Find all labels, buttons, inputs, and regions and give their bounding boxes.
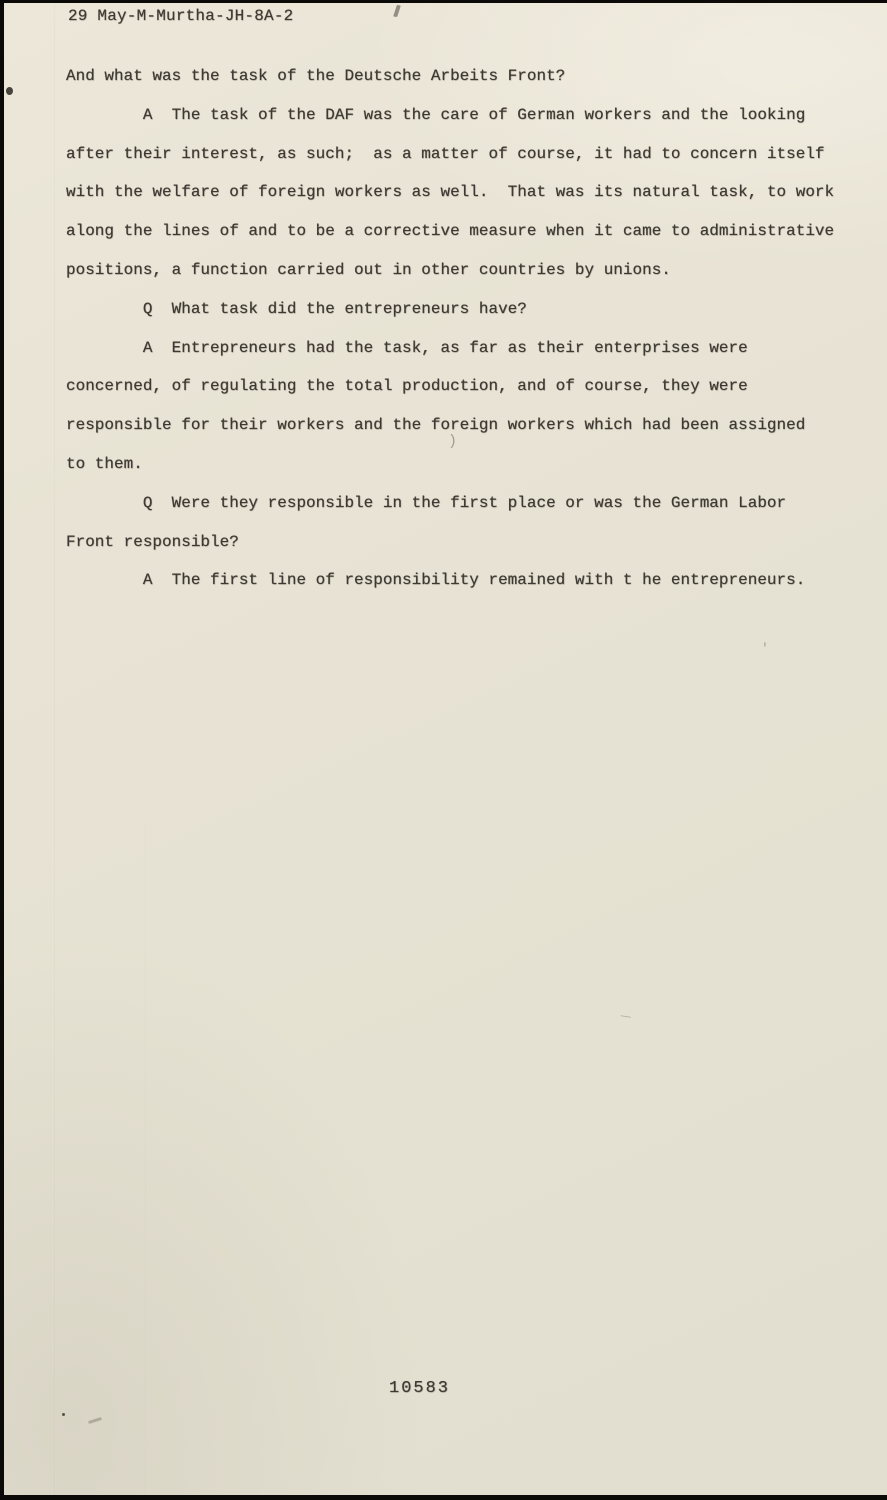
- scan-mark: ': [761, 641, 769, 656]
- text-line: concerned, of regulating the total production, and of course, they were: [66, 377, 748, 396]
- scanned-page: [4, 3, 887, 1495]
- text-line: with the welfare of foreign workers as well. That was its natural task, to work: [66, 183, 835, 202]
- paper-crease: [54, 3, 56, 1495]
- scan-mark: [393, 5, 401, 17]
- scan-mark: ): [448, 433, 458, 450]
- text-line: along the lines of and to be a corrective measure when it came to administrative: [66, 222, 835, 241]
- document-body: [66, 57, 877, 600]
- scan-smudge: [88, 1417, 102, 1424]
- scan-mark: /: [616, 1011, 633, 1023]
- text-line: to them.: [66, 454, 143, 473]
- text-line: A Entrepreneurs had the task, as far as their enterprises were: [66, 338, 748, 357]
- text-line: Front responsible?: [66, 532, 239, 551]
- paper-crease: [145, 824, 147, 1495]
- text-line: after their interest, as such; as a matter of course, it had to concern itself: [66, 144, 825, 163]
- text-line: responsible for their workers and the foreign workers which had been assigned: [66, 416, 806, 435]
- page-header: 29 May-M-Murtha-JH-8A-2: [68, 7, 294, 25]
- text-line: And what was the task of the Deutsche Arbeits Front?: [66, 67, 566, 85]
- text-line: positions, a function carried out in other countries by unions.: [66, 260, 671, 279]
- text-line: A The first line of responsibility remained with t he entrepreneurs.: [66, 571, 806, 590]
- text-line: Q What task did the entrepreneurs have?: [66, 299, 527, 318]
- text-line: Q Were they responsible in the first place or was the German Labor: [66, 493, 787, 512]
- page-number: 10583: [389, 1379, 451, 1398]
- scan-speck: [6, 87, 13, 95]
- text-line: A The task of the DAF was the care of German workers and the looking: [66, 105, 806, 124]
- scan-speck: [62, 1413, 65, 1416]
